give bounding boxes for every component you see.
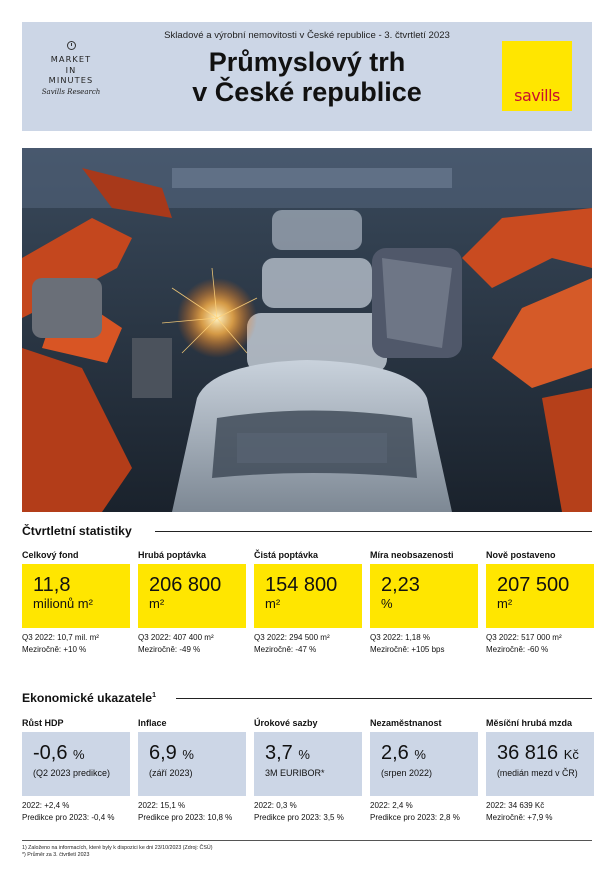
stat-unit: m² — [149, 596, 165, 611]
econ-subtext: (září 2023) — [149, 768, 193, 778]
stat-value-box — [486, 564, 594, 628]
econ-subtext: (srpen 2022) — [381, 768, 433, 778]
econ-value-box — [486, 732, 594, 796]
stat-unit: milionů m² — [33, 596, 93, 611]
stat-vacancy-rate — [370, 550, 478, 656]
econ-value-line — [381, 742, 478, 766]
stat-note-previous: Q3 2022: 1,18 % — [370, 633, 431, 642]
stat-note-previous: Q3 2022: 10,7 mil. m² — [22, 633, 99, 642]
quarterly-section-rule — [155, 531, 592, 532]
economic-title-text: Ekonomické ukazatele — [22, 691, 153, 705]
econ-note-previous: 2022: 15,1 % — [138, 801, 186, 810]
stat-note-yoy: Meziročně: +10 % — [22, 645, 87, 654]
title-line-2: v České republice — [192, 77, 422, 107]
econ-label: Inflace — [138, 718, 167, 728]
econ-inflation — [138, 718, 246, 824]
stat-note-previous: Q3 2022: 407 400 m² — [138, 633, 214, 642]
econ-label: Úrokové sazby — [254, 718, 318, 728]
econ-note-forecast: Predikce pro 2023: 10,8 % — [138, 813, 233, 822]
econ-unit: Kč — [563, 747, 579, 762]
econ-value: 2,6 — [381, 742, 409, 764]
econ-unit: % — [182, 747, 194, 762]
stat-note-yoy: Meziročně: -60 % — [486, 645, 549, 654]
stat-value: 154 800 — [265, 574, 338, 596]
stat-label: Míra neobsazenosti — [370, 550, 454, 560]
footnote-1: 1) Založeno na informacích, které byly k dispozici ke dni 23/10/2023 (Zdroj: ČSÚ) — [22, 845, 213, 851]
footnote-2: *) Průměr za 3. čtvrtletí 2023 — [22, 852, 90, 858]
econ-value-line — [33, 742, 130, 766]
badge-line-3: MINUTES — [48, 75, 94, 85]
stat-total-stock — [22, 550, 130, 656]
econ-unemployment — [370, 718, 478, 824]
factory-robots-photo — [22, 148, 592, 512]
econ-label: Růst HDP — [22, 718, 64, 728]
econ-value-box — [370, 732, 478, 796]
stat-note-yoy: Meziročně: -49 % — [138, 645, 201, 654]
stat-new-supply — [486, 550, 594, 656]
econ-note-forecast: Predikce pro 2023: 3,5 % — [254, 813, 344, 822]
clock-icon — [67, 41, 76, 50]
econ-unit: % — [73, 747, 85, 762]
econ-value-box — [254, 732, 362, 796]
badge-line-2: IN — [65, 64, 77, 75]
econ-label: Nezaměstnanost — [370, 718, 442, 728]
econ-interest-rates — [254, 718, 362, 824]
stat-value: 2,23 — [381, 574, 420, 596]
market-in-minutes-badge — [40, 41, 102, 96]
stat-unit: m² — [497, 596, 513, 611]
title-line-1: Průmyslový trh — [208, 47, 406, 77]
econ-value-line — [149, 742, 246, 766]
stat-label: Celkový fond — [22, 550, 79, 560]
econ-value: 6,9 — [149, 742, 177, 764]
stat-value: 11,8 — [33, 574, 71, 596]
econ-note-forecast: Predikce pro 2023: -0,4 % — [22, 813, 115, 822]
stat-note-yoy: Meziročně: +105 bps — [370, 645, 445, 654]
econ-note-previous: 2022: 2,4 % — [370, 801, 413, 810]
quarterly-section-title: Čtvrtletní statistiky — [22, 524, 132, 538]
econ-note-previous: 2022: 34 639 Kč — [486, 801, 545, 810]
econ-value-box — [138, 732, 246, 796]
badge-subtitle: Savills Research — [41, 87, 101, 96]
stat-unit: m² — [265, 596, 281, 611]
econ-gdp-growth — [22, 718, 130, 824]
econ-subtext: (Q2 2023 predikce) — [33, 768, 111, 778]
stat-net-demand — [254, 550, 362, 656]
econ-value: -0,6 — [33, 742, 68, 764]
stat-value-box — [22, 564, 130, 628]
econ-note-previous: 2022: +2,4 % — [22, 801, 70, 810]
stat-label: Čistá poptávka — [254, 550, 319, 560]
econ-note-previous: 2022: 0,3 % — [254, 801, 297, 810]
stat-note-previous: Q3 2022: 294 500 m² — [254, 633, 330, 642]
econ-value: 36 816 — [497, 742, 559, 764]
badge-line-1: MARKET — [50, 54, 92, 64]
stat-label: Nově postaveno — [486, 550, 556, 560]
econ-subtext: (medián mezd v ČR) — [497, 768, 578, 778]
econ-label: Měsíční hrubá mzda — [486, 718, 573, 728]
stat-label: Hrubá poptávka — [138, 550, 207, 560]
econ-subtext: 3M EURIBOR* — [265, 768, 325, 778]
savills-logo — [502, 41, 572, 111]
econ-note-yoy: Meziročně: +7,9 % — [486, 813, 553, 822]
economic-section-title — [22, 691, 156, 705]
economic-title-footnote-mark: 1 — [152, 691, 156, 699]
econ-unit: % — [414, 747, 426, 762]
econ-value-box — [22, 732, 130, 796]
stat-value: 206 800 — [149, 574, 222, 596]
econ-value-line — [497, 742, 594, 766]
econ-value-line — [265, 742, 362, 766]
stat-value-box — [370, 564, 478, 628]
report-subtitle: Skladové a výrobní nemovitosti v České republice - 3. čtvrtletí 2023 — [164, 30, 450, 41]
economic-section-rule — [176, 698, 592, 699]
footnote-rule — [22, 840, 592, 841]
econ-monthly-wage — [486, 718, 594, 824]
header-banner — [22, 22, 592, 131]
econ-note-forecast: Predikce pro 2023: 2,8 % — [370, 813, 460, 822]
logo-text: savills — [514, 86, 560, 105]
stat-unit: % — [381, 596, 393, 611]
stat-gross-demand — [138, 550, 246, 656]
econ-value: 3,7 — [265, 742, 293, 764]
stat-value: 207 500 — [497, 574, 570, 596]
stat-note-previous: Q3 2022: 517 000 m² — [486, 633, 562, 642]
report-title — [142, 47, 472, 107]
stat-value-box — [254, 564, 362, 628]
stat-value-box — [138, 564, 246, 628]
stat-note-yoy: Meziročně: -47 % — [254, 645, 317, 654]
econ-unit: % — [298, 747, 310, 762]
